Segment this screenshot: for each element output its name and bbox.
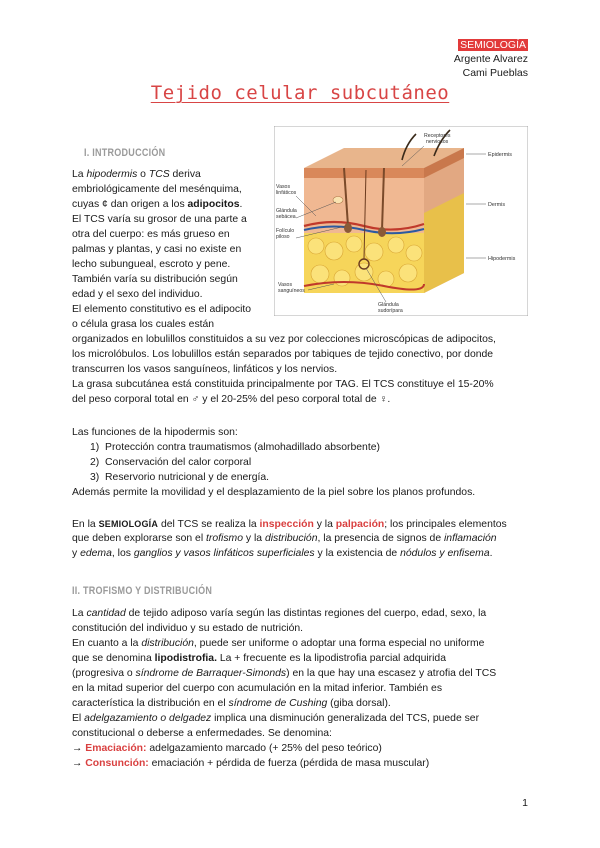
intro-line-1: La hipodermis o TCS deriva — [72, 169, 201, 180]
intro-line-14: transcurren los vasos sanguíneos, linfáticos y los nervios. — [72, 364, 338, 375]
function-item-2: 2) Conservación del calor corporal — [90, 457, 252, 468]
mobility-line: Además permite la movilidad y el desplazamiento de la piel sobre los planos profundos. — [72, 487, 476, 498]
intro-line-7: lecho subungueal, escroto y pene. — [72, 259, 231, 270]
label-hipodermis: Hipodermis — [488, 256, 516, 262]
intro-line-9: edad y el sexo del individuo. — [72, 289, 203, 300]
consuncion-line: → Consunción: emaciación + pérdida de fuerza (pérdida de masa muscular) — [72, 758, 430, 769]
intro-line-6: palmas y plantas, y casi no existe en — [72, 244, 242, 255]
intro-line-5: otra del cuerpo: es más grueso en — [72, 229, 230, 240]
semiologia-line-3: y edema, los ganglios y vasos linfáticos superficiales y la existencia de nódulos y enfisema. — [72, 548, 493, 559]
intro-line-13: los microlóbulos. Los lobulillos están separados por tabiques de tejido conectivo, por donde — [72, 349, 494, 360]
intro-line-2: embriológicamente del mesénquima, — [72, 184, 242, 195]
trofismo-line-9: constitucional o deberse a enfermedades. Se denomina: — [72, 728, 332, 739]
page-title: Tejido celular subcutáneo — [150, 82, 450, 104]
intro-line-15: La grasa subcutánea está constituida principalmente por TAG. El TCS constituye el 15-20% — [72, 379, 494, 390]
trofismo-line-7: característica la distribución en el síndrome de Cushing (giba dorsal). — [72, 698, 391, 709]
intro-line-16: del peso corporal total en ♂ y el 20-25% del peso corporal total de ♀. — [72, 394, 391, 405]
trofismo-line-1: La cantidad de tejido adiposo varía según las distintas regiones del cuerpo, edad, sexo, la — [72, 608, 487, 619]
section-heading-trofismo: II. TROFISMO Y DISTRIBUCIÓN — [72, 585, 213, 597]
trofismo-line-5: (progresiva o síndrome de Barraquer-Simonds) en la que hay una escasez y atrofia del TCS — [72, 668, 497, 679]
label-epidermis: Epidermis — [488, 152, 512, 158]
functions-intro: Las funciones de la hipodermis son: — [72, 427, 238, 438]
label-foliculo-piloso: Folículo piloso — [276, 228, 295, 240]
header-subject: SEMIOLOGÍA — [460, 39, 526, 51]
intro-line-3: cuyas ¢ dan origen a los adipocitos. — [72, 199, 243, 210]
intro-line-8: También varía su distribución según — [72, 274, 238, 285]
intro-line-4: El TCS varía su grosor de una parte a — [72, 214, 247, 225]
trofismo-line-6: en la mitad superior del cuerpo con acumulación en la mitad inferior. También es — [72, 683, 443, 694]
label-vasos-linfaticos: Vasos linfáticos — [276, 184, 297, 196]
label-glandula-sudoripara: Glándula sudorípara — [378, 302, 403, 314]
label-vasos-sanguineos: Vasos sanguíneos — [278, 282, 305, 294]
label-dermis: Dermis — [488, 202, 506, 208]
emaciacion-line: → Emaciación: adelgazamiento marcado (+ 25% del peso teórico) — [72, 743, 382, 754]
semiologia-line-2: que deben explorarse son el trofismo y la distribución, la presencia de signos de inflamación — [72, 533, 497, 544]
header-author-2: Cami Pueblas — [462, 67, 528, 79]
trofismo-line-2: constitución del individuo y su estado de nutrición. — [72, 623, 304, 634]
page-number: 1 — [522, 797, 528, 809]
label-glandula-sebacea: Glándula sebácea — [276, 208, 297, 220]
label-receptores: Receptores nerviosos — [424, 133, 451, 145]
header-author-1: Argente Alvarez — [453, 53, 528, 65]
skin-diagram — [274, 126, 528, 316]
skin-diagram-svg — [274, 126, 528, 316]
intro-line-10: El elemento constitutivo es el adipocito — [72, 304, 252, 315]
function-item-1: 1) Protección contra traumatismos (almohadillado absorbente) — [90, 442, 380, 453]
function-item-3: 3) Reservorio nutricional y de energía. — [90, 472, 270, 483]
trofismo-line-4: que se denomina lipodistrofia. La + frecuente es la lipodistrofia parcial adquirida — [72, 653, 446, 664]
trofismo-line-8: El adelgazamiento o delgadez implica una disminución generalizada del TCS, puede ser — [72, 713, 480, 724]
trofismo-line-3: En cuanto a la distribución, puede ser uniforme o adoptar una forma especial no uniforme — [72, 638, 485, 649]
intro-line-12: organizados en lobulillos constituidos a su vez por colecciones microscópicas de adipocitos, — [72, 334, 496, 345]
semiologia-line-1: En la SEMIOLOGÍA del TCS se realiza la inspección y la palpación; los principales elementos — [72, 519, 507, 530]
intro-line-11: o célula grasa los cuales están — [72, 319, 215, 330]
section-heading-introduccion: I. INTRODUCCIÓN — [84, 147, 166, 159]
